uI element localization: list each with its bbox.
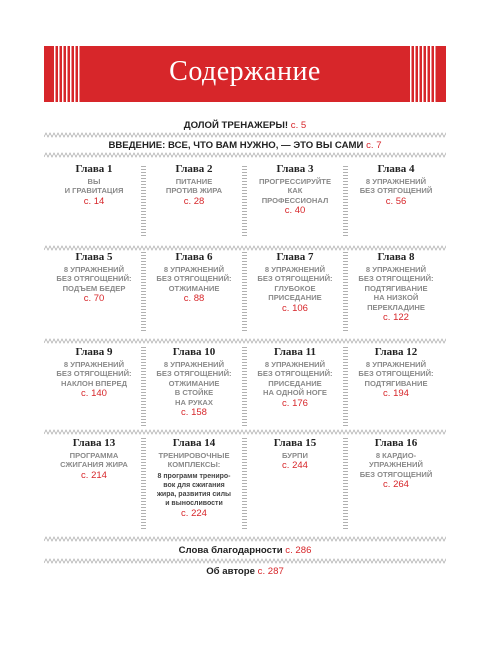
chapter-page: с. 214: [81, 469, 107, 481]
chapter-title: Глава 6: [175, 251, 213, 263]
chapter-entry[interactable]: [44, 346, 144, 399]
chapter-entry[interactable]: [144, 251, 244, 304]
toc-entry-about-author[interactable]: [44, 566, 446, 577]
zigzag-line: [44, 153, 446, 157]
chapter-entry[interactable]: [346, 346, 446, 399]
chapter-description: 8 УПРАЖНЕНИЙ БЕЗ ОТЯГОЩЕНИЙ: ПОДТЯГИВАНИЕ НА НИЗКОЙ ПЕРЕКЛАДИНЕ: [358, 265, 434, 312]
chapter-page: с. 106: [282, 302, 308, 314]
zigzag-line: [44, 246, 446, 250]
zigzag-line: [44, 559, 446, 563]
chapter-entry[interactable]: [144, 163, 244, 207]
chapter-title: Глава 10: [172, 346, 216, 358]
chapter-description: ПРОГРАММА СЖИГАНИЯ ЖИРА: [60, 451, 128, 470]
chapter-page: с. 28: [183, 195, 205, 207]
chapter-title: Глава 2: [175, 163, 213, 175]
chapter-description: 8 УПРАЖНЕНИЙ БЕЗ ОТЯГОЩЕНИЙ: ПРИСЕДАНИЕ НА ОДНОЙ НОГЕ: [257, 360, 333, 398]
chapter-entry[interactable]: [245, 346, 345, 409]
zigzag-line: [44, 430, 446, 434]
chapter-title: Глава 9: [75, 346, 113, 358]
chapter-entry[interactable]: [245, 163, 345, 216]
chapter-entry[interactable]: [144, 437, 244, 519]
chapter-page: с. 70: [83, 293, 105, 305]
chapter-page: с. 244: [282, 460, 308, 472]
chapter-description: ВЫ И ГРАВИТАЦИЯ: [64, 177, 124, 196]
page-title: Содержание: [169, 56, 321, 87]
title-banner: [44, 46, 446, 102]
chapter-description: 8 УПРАЖНЕНИЙ БЕЗ ОТЯГОЩЕНИЙ: ОТЖИМАНИЕ: [156, 265, 232, 293]
toc-entry-label: Слова благодарности: [178, 545, 283, 556]
zigzag-divider: [44, 338, 446, 344]
chapter-description: ТРЕНИРОВОЧНЫЕ КОМПЛЕКСЫ:: [158, 451, 230, 470]
zigzag-divider: [44, 429, 446, 435]
chapter-page: с. 194: [383, 388, 409, 400]
chapter-entry[interactable]: [144, 346, 244, 418]
chapter-title: Глава 7: [276, 251, 314, 263]
chapter-description: 8 УПРАЖНЕНИЙ БЕЗ ОТЯГОЩЕНИЙ: ОТЖИМАНИЕ В СТОЙКЕ НА РУКАХ: [156, 360, 232, 407]
chapter-description: 8 УПРАЖНЕНИЙ БЕЗ ОТЯГОЩЕНИЙ: ПОДЪЕМ БЕДЕР: [56, 265, 132, 293]
chapter-description: ПИТАНИЕ ПРОТИВ ЖИРА: [165, 177, 223, 196]
toc-entry-page: с. 7: [366, 140, 382, 151]
chapter-title: Глава 8: [377, 251, 415, 263]
chapter-entry[interactable]: [245, 251, 345, 314]
chapter-entry[interactable]: [44, 163, 144, 207]
chapter-title: Глава 11: [273, 346, 316, 358]
chapter-description: 8 КАРДИО- УПРАЖНЕНИЙ БЕЗ ОТЯГОЩЕНИЙ: [359, 451, 433, 479]
chapter-title: Глава 1: [75, 163, 113, 175]
chapter-title: Глава 12: [374, 346, 418, 358]
chapter-page: с. 122: [383, 312, 409, 324]
chapter-entry[interactable]: [346, 163, 446, 207]
zigzag-divider: [44, 536, 446, 542]
chapter-title: Глава 16: [374, 437, 418, 449]
chapter-title: Глава 14: [172, 437, 216, 449]
chapter-description: БУРПИ: [282, 451, 308, 460]
chapter-page: с. 224: [181, 507, 207, 519]
chapter-description: 8 УПРАЖНЕНИЙ БЕЗ ОТЯГОЩЕНИЙ: НАКЛОН ВПЕРЕД: [56, 360, 132, 388]
toc-entry-page: с. 5: [290, 120, 307, 131]
chapter-page: с. 264: [383, 479, 409, 491]
toc-entry-page: с. 287: [257, 566, 284, 577]
chapter-page: с. 14: [83, 195, 105, 207]
chapter-entry[interactable]: [44, 437, 144, 481]
chapter-description: 8 УПРАЖНЕНИЙ БЕЗ ОТЯГОЩЕНИЙ: ПОДТЯГИВАНИЕ: [358, 360, 434, 388]
chapter-note: 8 программ трениро- вок для сжигания жира, развития силы и выносливости: [156, 472, 232, 507]
chapter-title: Глава 3: [276, 163, 314, 175]
chapter-title: Глава 15: [273, 437, 317, 449]
chapter-description: 8 УПРАЖНЕНИЙ БЕЗ ОТЯГОЩЕНИЙ: ГЛУБОКОЕ ПРИСЕДАНИЕ: [257, 265, 333, 303]
zigzag-line: [44, 339, 446, 343]
toc-entry-acknowledgements[interactable]: [44, 545, 446, 556]
toc-entry-page: с. 286: [285, 545, 312, 556]
toc-entry-label: ВВЕДЕНИЕ: ВСЕ, ЧТО ВАМ НУЖНО, — ЭТО ВЫ САМИ: [108, 140, 364, 151]
chapter-grid: [44, 163, 446, 533]
chapter-page: с. 176: [282, 397, 308, 409]
toc-entry-intro-1[interactable]: [44, 120, 446, 131]
chapter-entry[interactable]: [346, 251, 446, 323]
zigzag-divider: [44, 152, 446, 158]
zigzag-line: [44, 133, 446, 137]
chapter-title: Глава 13: [72, 437, 116, 449]
toc-entry-label: ДОЛОЙ ТРЕНАЖЕРЫ!: [183, 120, 289, 131]
chapter-page: с. 140: [81, 388, 107, 400]
chapter-page: с. 56: [385, 195, 407, 207]
zigzag-line: [44, 537, 446, 541]
zigzag-divider: [44, 132, 446, 138]
chapter-entry[interactable]: [346, 437, 446, 490]
chapter-page: с. 40: [284, 205, 306, 217]
chapter-entry[interactable]: [44, 251, 144, 304]
zigzag-divider: [44, 245, 446, 251]
chapter-page: с. 88: [183, 293, 205, 305]
chapter-title: Глава 5: [75, 251, 113, 263]
chapter-page: с. 158: [181, 407, 207, 419]
toc-entry-label: Об авторе: [206, 566, 255, 577]
toc-entry-intro-2[interactable]: [44, 140, 446, 151]
zigzag-divider: [44, 558, 446, 564]
chapter-description: ПРОГРЕССИРУЙТЕ КАК ПРОФЕССИОНАЛ: [258, 177, 332, 205]
chapter-entry[interactable]: [245, 437, 345, 471]
chapter-description: 8 УПРАЖНЕНИЙ БЕЗ ОТЯГОЩЕНИЙ: [359, 177, 433, 196]
chapter-title: Глава 4: [377, 163, 415, 175]
